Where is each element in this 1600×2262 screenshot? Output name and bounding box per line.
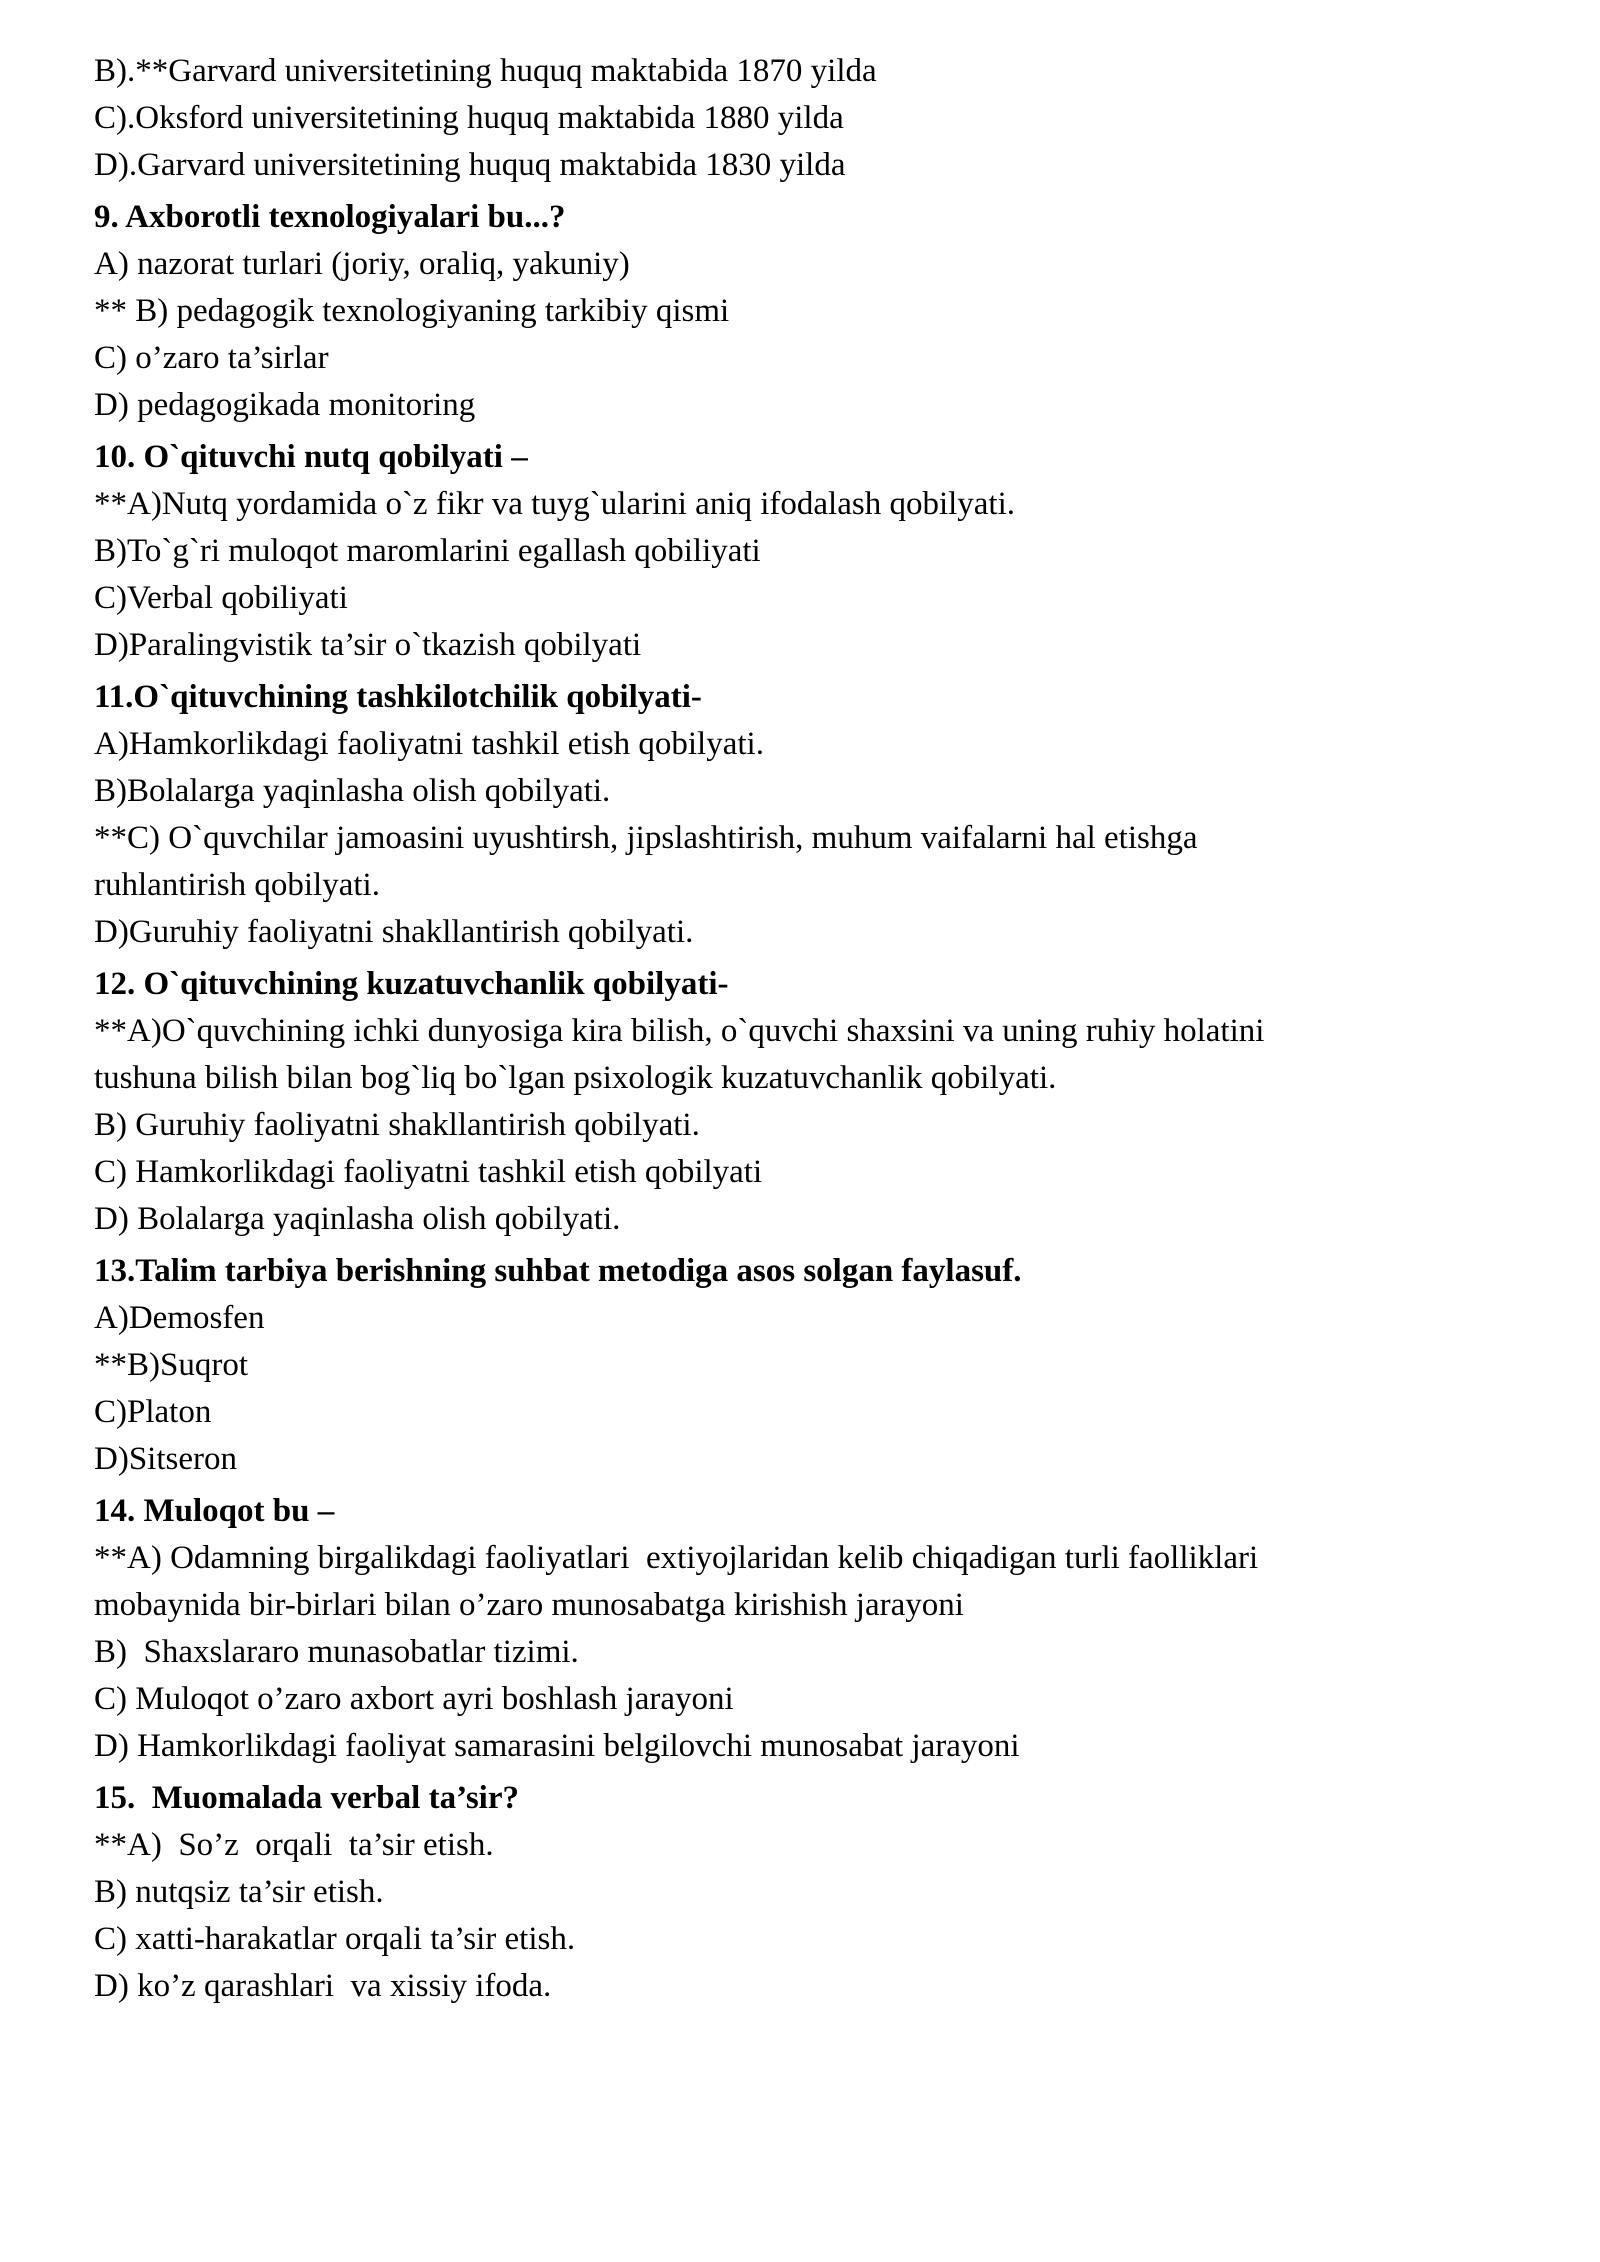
- question-title: 13.Talim tarbiya berishning suhbat metodiga asos solgan faylasuf.: [94, 1253, 1022, 1289]
- answer-option: B)Bolalarga yaqinlasha olish qobilyati.: [94, 773, 611, 809]
- answer-option: D).Garvard universitetining huquq maktabida 1830 yilda: [94, 147, 846, 183]
- question-title: 9. Axborotli texnologiyalari bu...?: [94, 199, 566, 235]
- answer-option-continuation: mobaynida bir-birlari bilan o’zaro munosabatga kirishish jarayoni: [94, 1587, 964, 1623]
- answer-option: D)Paralingvistik ta’sir o`tkazish qobilyati: [94, 627, 642, 663]
- answer-option: ** B) pedagogik texnologiyaning tarkibiy qismi: [94, 293, 730, 329]
- quiz-text-block: [94, 48, 1540, 2010]
- answer-option: C).Oksford universitetining huquq maktabida 1880 yilda: [94, 100, 844, 136]
- answer-option: C) o’zaro ta’sirlar: [94, 340, 329, 376]
- answer-option: B) nutqsiz ta’sir etish.: [94, 1874, 384, 1910]
- answer-option: B) Shaxslararo munasobatlar tizimi.: [94, 1634, 579, 1670]
- answer-option: **A) Odamning birgalikdagi faoliyatlari extiyojlaridan kelib chiqadigan turli faolliklari: [94, 1540, 1259, 1576]
- answer-option-continuation: tushuna bilish bilan bog`liq bo`lgan psixologik kuzatuvchanlik qobilyati.: [94, 1060, 1057, 1096]
- question-title: 12. O`qituvchining kuzatuvchanlik qobilyati-: [94, 966, 729, 1002]
- answer-option: A)Demosfen: [94, 1300, 265, 1336]
- answer-option: C)Platon: [94, 1394, 212, 1430]
- answer-option: D)Sitseron: [94, 1441, 237, 1477]
- answer-option-continuation: ruhlantirish qobilyati.: [94, 867, 380, 903]
- answer-option: C)Verbal qobiliyati: [94, 580, 348, 616]
- answer-option: D) ko’z qarashlari va xissiy ifoda.: [94, 1968, 552, 2004]
- answer-option: B)To`g`ri muloqot maromlarini egallash qobiliyati: [94, 533, 761, 569]
- answer-option: A)Hamkorlikdagi faoliyatni tashkil etish qobilyati.: [94, 726, 764, 762]
- question-title: 11.O`qituvchining tashkilotchilik qobilyati-: [94, 679, 702, 715]
- answer-option: **A)O`quvchining ichki dunyosiga kira bilish, o`quvchi shaxsini va uning ruhiy holatini: [94, 1013, 1265, 1049]
- answer-option: C) Hamkorlikdagi faoliyatni tashkil etish qobilyati: [94, 1154, 763, 1190]
- answer-option: D)Guruhiy faoliyatni shakllantirish qobilyati.: [94, 914, 694, 950]
- question-title: 15. Muomalada verbal ta’sir?: [94, 1780, 519, 1816]
- question-title: 14. Muloqot bu –: [94, 1493, 335, 1529]
- answer-option: C) Muloqot o’zaro axbort ayri boshlash jarayoni: [94, 1681, 734, 1717]
- answer-option: **C) O`quvchilar jamoasini uyushtirsh, jipslashtirish, muhum vaifalarni hal etishga: [94, 820, 1198, 856]
- answer-option: **A)Nutq yordamida o`z fikr va tuyg`ularini aniq ifodalash qobilyati.: [94, 486, 1016, 522]
- answer-option: D) Hamkorlikdagi faoliyat samarasini belgilovchi munosabat jarayoni: [94, 1728, 1020, 1764]
- answer-option: **B)Suqrot: [94, 1347, 249, 1383]
- answer-option: D) pedagogikada monitoring: [94, 387, 476, 423]
- answer-option: D) Bolalarga yaqinlasha olish qobilyati.: [94, 1201, 621, 1237]
- question-title: 10. O`qituvchi nutq qobilyati –: [94, 439, 528, 475]
- answer-option: C) xatti-harakatlar orqali ta’sir etish.: [94, 1921, 576, 1957]
- answer-option: B) Guruhiy faoliyatni shakllantirish qobilyati.: [94, 1107, 700, 1143]
- answer-option: A) nazorat turlari (joriy, oraliq, yakuniy): [94, 246, 630, 282]
- answer-option: B).**Garvard universitetining huquq maktabida 1870 yilda: [94, 53, 877, 89]
- answer-option: **A) So’z orqali ta’sir etish.: [94, 1827, 494, 1863]
